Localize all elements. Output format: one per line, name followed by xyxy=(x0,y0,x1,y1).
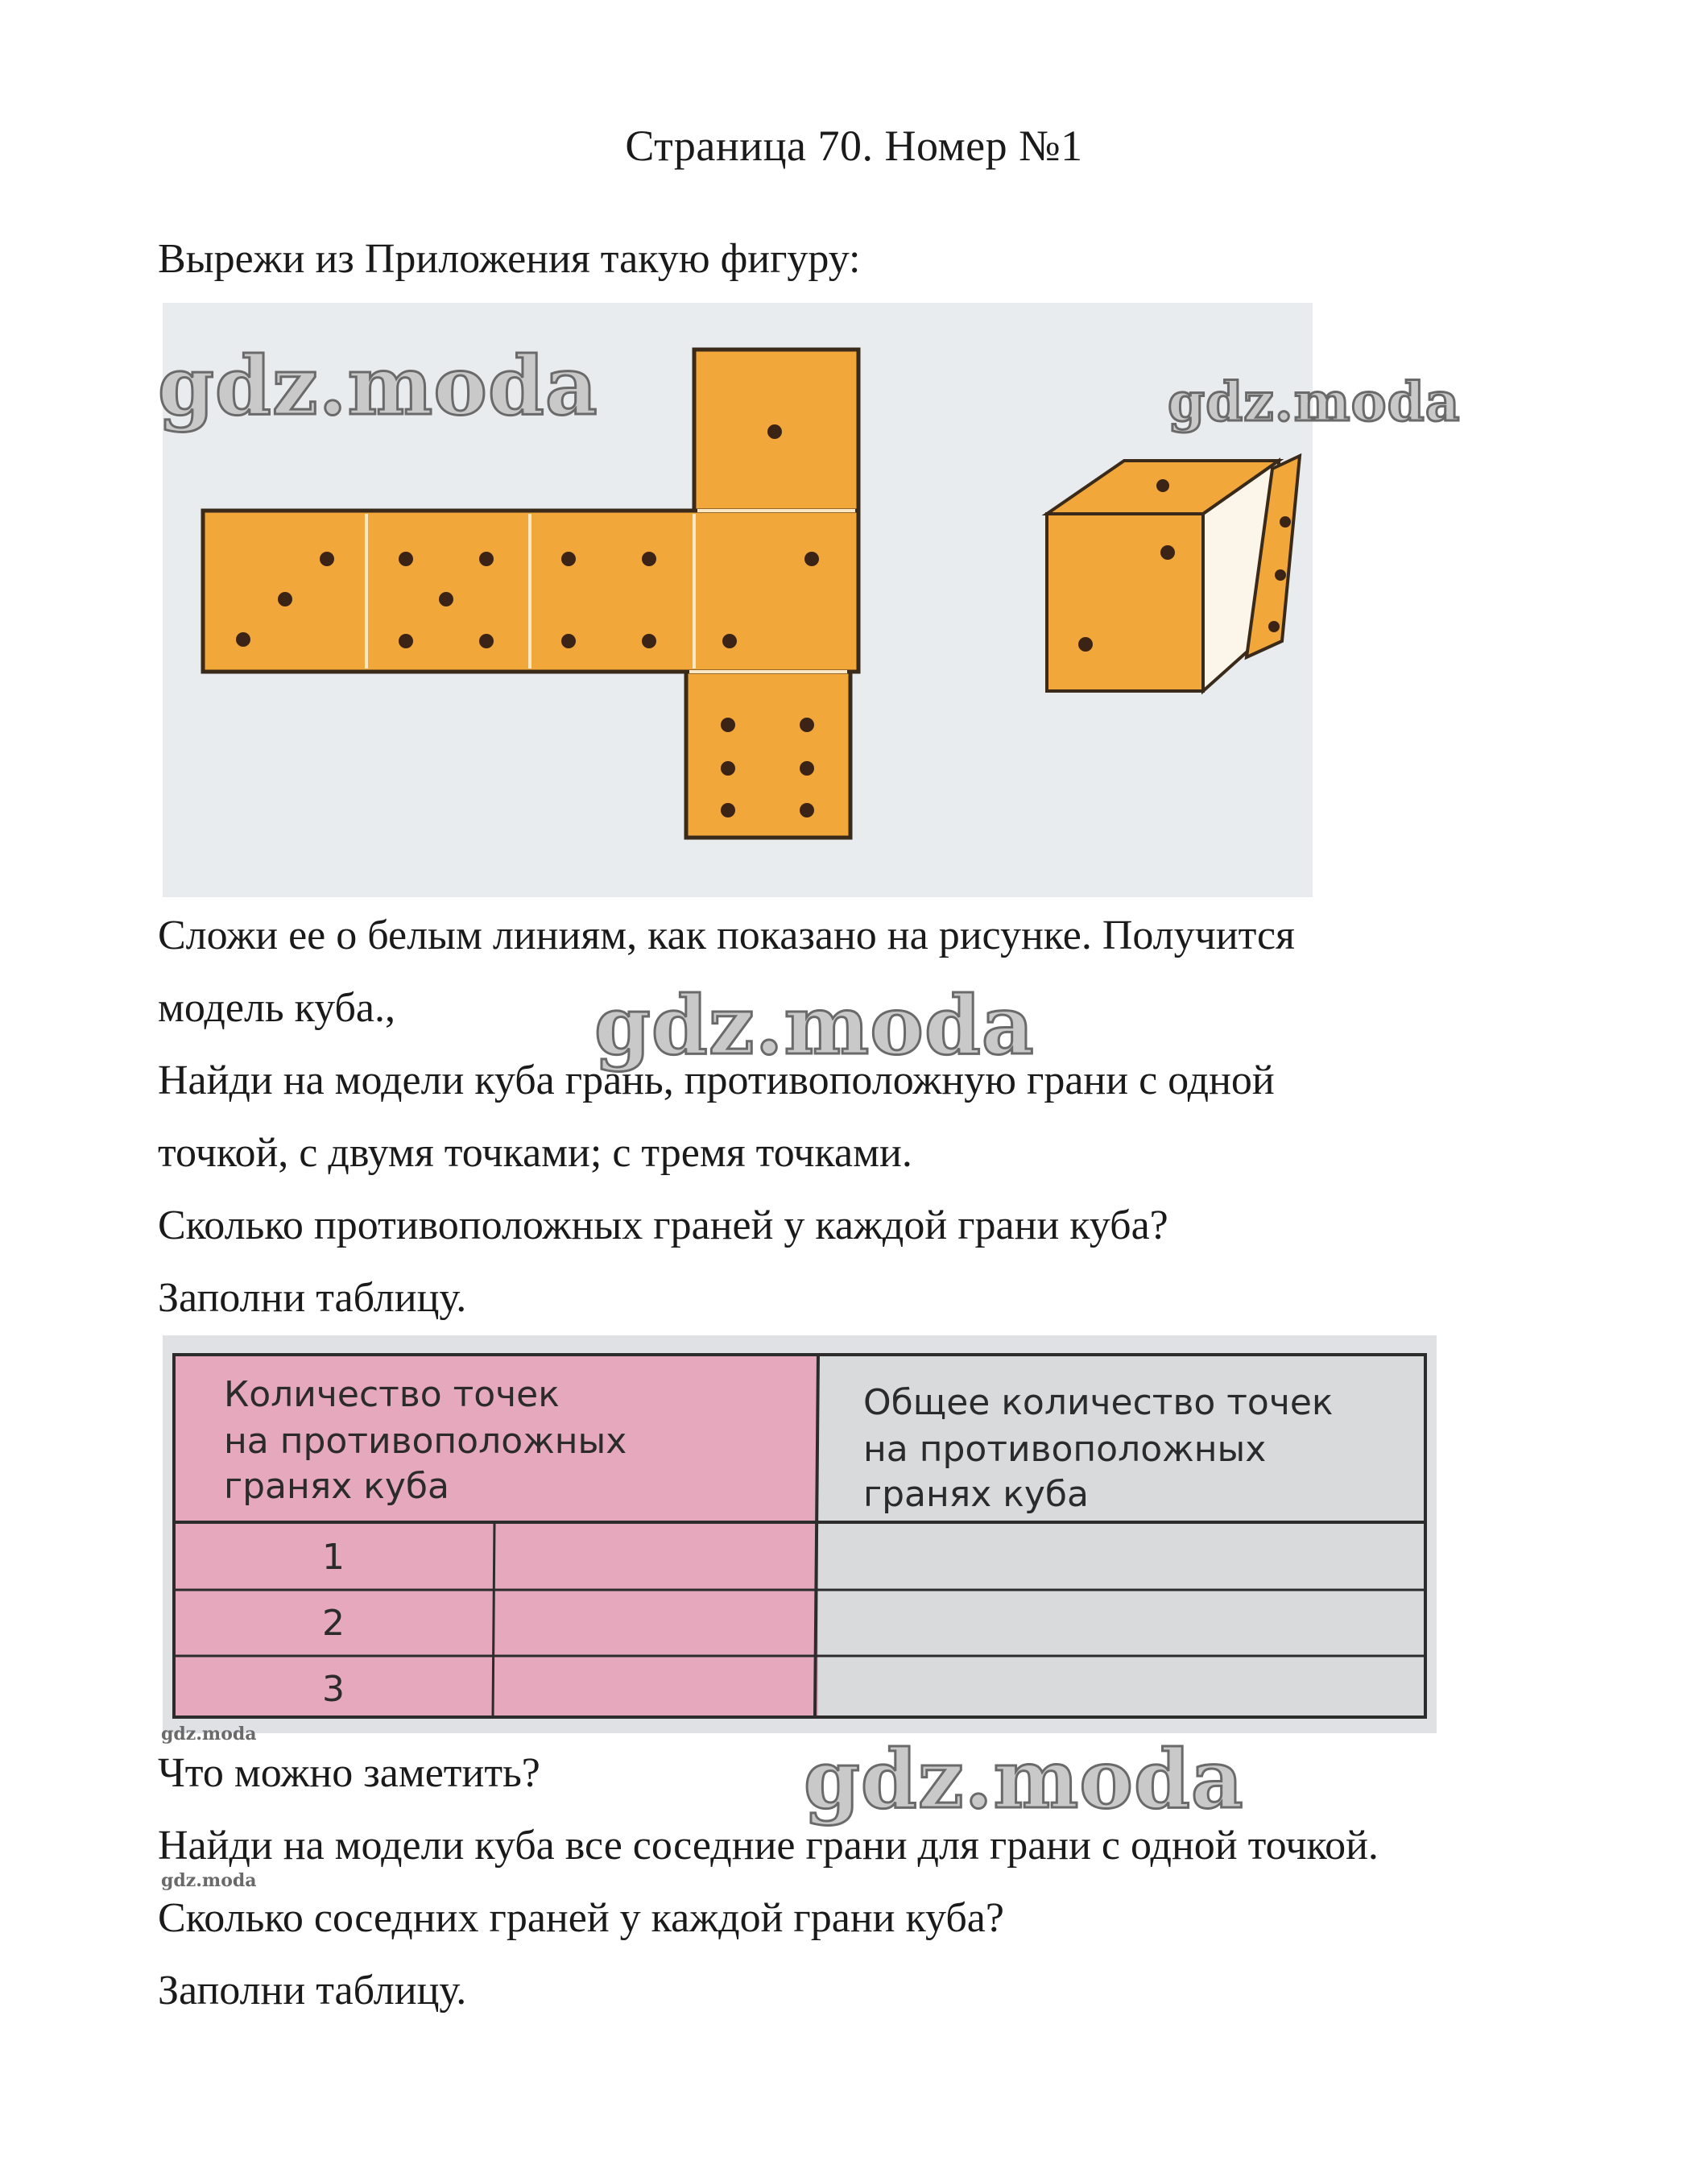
table-header-left-line: гранях куба xyxy=(224,1466,449,1507)
dot xyxy=(1280,516,1291,528)
table-header-left-line: на противоположных xyxy=(224,1421,627,1462)
watermark-small: gdz.moda xyxy=(161,1870,257,1891)
table-header-right-line: Общее количество точек xyxy=(863,1382,1334,1423)
dot xyxy=(561,634,576,648)
table-header-left-line: Количество точек xyxy=(224,1374,560,1415)
watermark-logo: gdz.moda xyxy=(158,338,598,433)
table-header-right-line: гранях куба xyxy=(863,1474,1089,1515)
dot xyxy=(767,424,782,439)
dot xyxy=(722,634,737,648)
instruction-fold: Сложи ее о белым линиям, как показано на рисунке. Получится xyxy=(158,913,1295,958)
dot xyxy=(642,634,656,648)
dot xyxy=(399,634,413,648)
instruction-cut: Вырежи из Приложения такую фигуру: xyxy=(158,236,861,282)
dot xyxy=(1078,637,1093,652)
instruction-find-opposite-cont: точкой, с двумя точками; с тремя точками. xyxy=(158,1130,912,1176)
dot xyxy=(721,803,735,817)
dot xyxy=(439,592,453,606)
dot xyxy=(721,761,735,776)
dot xyxy=(320,552,334,566)
dot xyxy=(479,552,494,566)
dot xyxy=(1160,545,1175,560)
watermark-logo: gdz.moda xyxy=(594,978,1035,1073)
question-opposite-count: Сколько противоположных граней у каждой грани куба? xyxy=(158,1202,1168,1248)
instruction-fill-table: Заполни таблицу. xyxy=(158,1275,467,1321)
question-adjacent-count: Сколько соседних граней у каждой грани куба? xyxy=(158,1895,1004,1941)
table-row-label: 1 xyxy=(322,1537,345,1578)
dot xyxy=(1156,479,1169,492)
instruction-find-opposite: Найди на модели куба грань, противоположную грани с одной xyxy=(158,1057,1275,1103)
dot xyxy=(479,634,494,648)
dot xyxy=(804,552,819,566)
table-header-right-line: на противоположных xyxy=(863,1429,1267,1470)
dot xyxy=(278,592,292,606)
question-notice: Что можно заметить? xyxy=(158,1750,540,1796)
table-divider xyxy=(493,1522,494,1717)
instruction-find-adjacent: Найди на модели куба все соседние грани для грани с одной точкой. xyxy=(158,1823,1379,1869)
watermark-logo: gdz.moda xyxy=(804,1732,1244,1827)
table-svg xyxy=(163,1335,1437,1733)
watermark-logo: gdz.moda xyxy=(1168,370,1461,433)
dot xyxy=(561,552,576,566)
page-title: Страница 70. Номер №1 xyxy=(625,122,1083,170)
opposite-faces-table xyxy=(163,1335,1437,1733)
dot xyxy=(721,718,735,732)
dot xyxy=(800,718,814,732)
table-row-label: 2 xyxy=(322,1603,345,1644)
instruction-fill-table-2: Заполни таблицу. xyxy=(158,1968,467,2014)
dot xyxy=(800,803,814,817)
net-face-bottom xyxy=(686,672,850,838)
dot xyxy=(800,761,814,776)
dot xyxy=(642,552,656,566)
dot xyxy=(236,632,250,647)
dot xyxy=(399,552,413,566)
instruction-fold-cont: модель куба., xyxy=(158,985,395,1031)
cube-model xyxy=(1047,456,1300,691)
cube-front-face xyxy=(1047,514,1203,691)
dot xyxy=(1268,621,1280,632)
dot xyxy=(1275,569,1286,581)
watermark-small: gdz.moda xyxy=(161,1724,257,1744)
table-row-label: 3 xyxy=(322,1669,345,1710)
